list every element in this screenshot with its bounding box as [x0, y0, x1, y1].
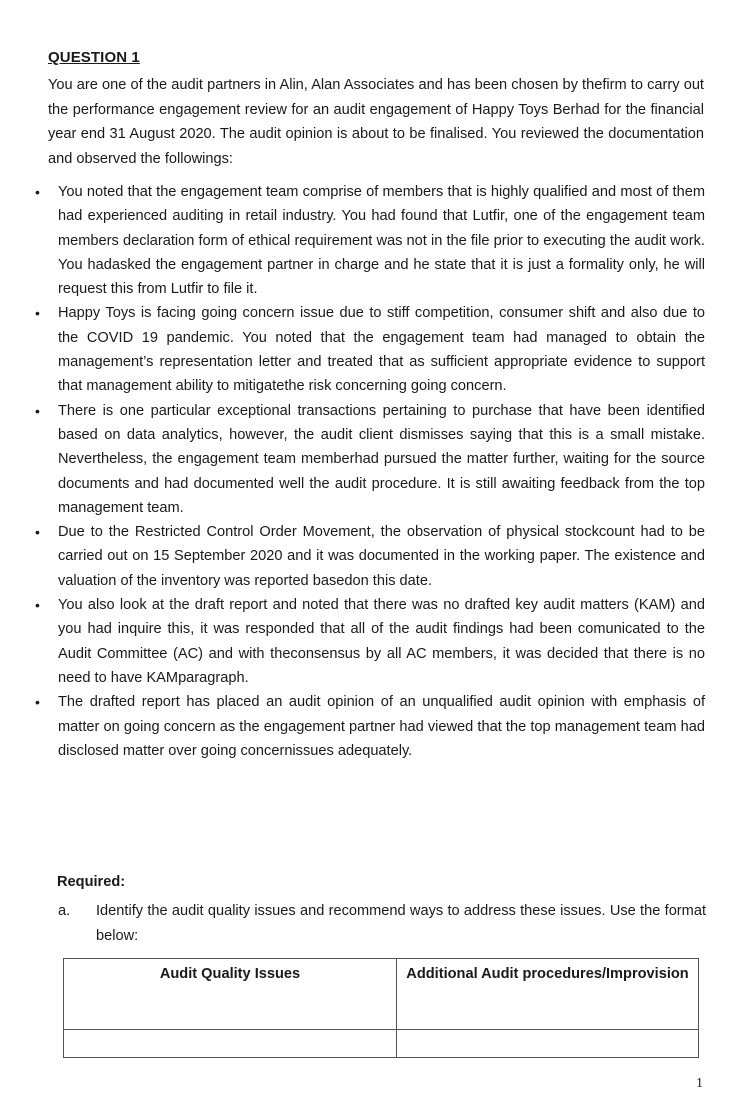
observation-text: You noted that the engagement team comprise of members that is highly qualified and most of them had experienced auditing in retail industry. You had found that Lutfir, one of the engagement team members declaration form of ethical requirement was not in the file prior to executing the audit work. You hadasked the engagement partner in charge and he state that it is just a formality only, he will request this from Lutfir to file it.	[58, 184, 705, 298]
table-header-row	[64, 959, 699, 1030]
observation-item	[35, 301, 705, 398]
observation-text: There is one particular exceptional transactions pertaining to purchase that have been identified based on data analytics, however, the audit client dismisses saying that this is a small mistake. Nevertheless, the engagement team memberhad pursued the matter further, waiting for the source documents and had documented well the audit procedure. It is still awaiting feedback from the top management team.	[58, 402, 705, 516]
question-intro: You are one of the audit partners in Alin, Alan Associates and has been chosen by thefirm to carry out the performance engagement review for an audit engagement of Happy Toys Berhad for the financial year end 31 August 2020. The audit opinion is about to be finalised. You reviewed the documentation and observed the followings:	[48, 77, 704, 167]
observation-text: You also look at the draft report and noted that there was no drafted key audit matters (KAM) and you had inquire this, it was responded that all of the audit findings had been comunicated to the Audit Committee (AC) and with theconsensus by all AC members, it was decided that there is no need to have KAMparagraph.	[58, 597, 705, 686]
required-heading: Required:	[57, 874, 126, 890]
observation-list	[0, 180, 750, 763]
bullet-icon: •	[35, 402, 40, 419]
table-cell	[397, 1030, 699, 1058]
bullet-icon: •	[35, 524, 40, 541]
bullet-icon: •	[35, 184, 40, 200]
table-row	[64, 1030, 699, 1058]
observation-item	[35, 690, 705, 763]
page-number: 1	[696, 1076, 703, 1091]
part-a-letter: a.	[58, 903, 71, 919]
table-header-procedures: Additional Audit procedures/Improvision	[397, 959, 699, 1030]
observation-item	[35, 593, 705, 690]
observation-text: The drafted report has placed an audit opinion of an unqualified audit opinion with emphasis of matter on going concern as the engagement partner had viewed that the top management team had disclosed matter over going concernissues adequately.	[58, 694, 705, 759]
observation-item	[35, 399, 705, 520]
observation-text: Happy Toys is facing going concern issue due to stiff competition, consumer shift and also due to the COVID 19 pandemic. You noted that the engagement team had managed to obtain the management’s representation letter and treated that as sufficient appropriate evidence to support that management ability to mitigatethe risk concerning going concern.	[58, 305, 705, 395]
table-cell	[64, 1030, 397, 1058]
observation-item	[35, 520, 705, 593]
table-header-issues: Audit Quality Issues	[64, 959, 397, 1030]
question-title: QUESTION 1	[48, 49, 140, 66]
observation-item	[35, 180, 705, 301]
part-a-instruction: Identify the audit quality issues and recommend ways to address these issues. Use the format below:	[96, 903, 706, 944]
answer-format-table	[63, 958, 699, 1058]
bullet-icon: •	[35, 597, 40, 614]
bullet-icon: •	[35, 305, 40, 322]
observation-text: Due to the Restricted Control Order Movement, the observation of physical stockcount had to be carried out on 15 September 2020 and it was documented in the working paper. The existence and valuation of the inventory was reported basedon this date.	[58, 524, 705, 589]
bullet-icon: •	[35, 694, 40, 711]
